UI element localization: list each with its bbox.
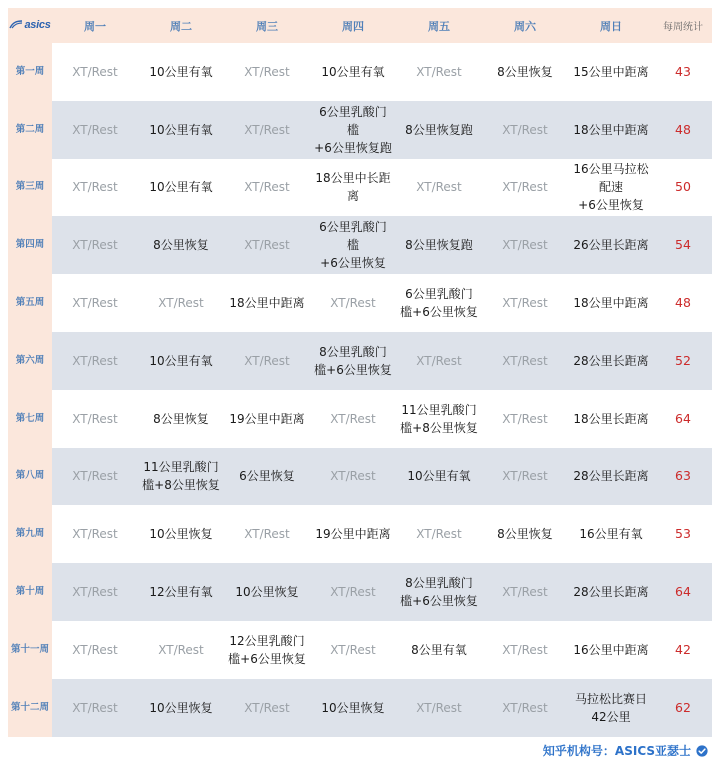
workout-cell: 18公里中距离 [568,274,654,332]
weekly-total: 50 [654,159,712,217]
asics-stripe-icon [9,20,23,29]
workout-cell: XT/Rest [310,621,396,679]
workout-cell: XT/Rest [224,159,310,217]
day-header-fri: 周五 [396,8,482,43]
workout-cell: 8公里乳酸门 槛+6公里恢复 [396,563,482,621]
weekly-total: 63 [654,448,712,506]
workout-cell: XT/Rest [138,621,224,679]
week-row [8,274,712,332]
workout-cell: XT/Rest [396,159,482,217]
week-row [8,679,712,737]
workout-cell: 26公里长距离 [568,216,654,274]
workout-cell: 10公里有氧 [396,448,482,506]
weekly-total: 53 [654,505,712,563]
workout-cell: 马拉松比赛日 42公里 [568,679,654,737]
workout-cell: XT/Rest [396,679,482,737]
week-label: 第十周 [8,563,52,621]
workout-cell: XT/Rest [482,390,568,448]
workout-cell: XT/Rest [52,390,138,448]
training-plan-table [8,8,712,737]
workout-cell: 28公里长距离 [568,332,654,390]
workout-cell: 18公里中距离 [568,101,654,159]
workout-cell: 10公里有氧 [310,43,396,101]
workout-cell: XT/Rest [52,679,138,737]
workout-cell: 8公里恢复跑 [396,216,482,274]
week-rows [8,43,712,737]
week-label: 第五周 [8,274,52,332]
workout-cell: 16公里有氧 [568,505,654,563]
workout-cell: 8公里有氧 [396,621,482,679]
workout-cell: XT/Rest [52,43,138,101]
workout-cell: XT/Rest [482,621,568,679]
week-label: 第三周 [8,159,52,217]
week-row [8,448,712,506]
workout-cell: XT/Rest [224,332,310,390]
workout-cell: XT/Rest [396,505,482,563]
workout-cell: XT/Rest [224,679,310,737]
workout-cell: 10公里有氧 [138,332,224,390]
workout-cell: 8公里恢复 [138,390,224,448]
workout-cell: 10公里恢复 [224,563,310,621]
workout-cell: 6公里乳酸门 槛 +6公里恢复跑 [310,101,396,159]
weekly-total: 43 [654,43,712,101]
workout-cell: 6公里乳酸门 槛 +6公里恢复 [310,216,396,274]
workout-cell: 12公里有氧 [138,563,224,621]
workout-cell: XT/Rest [224,505,310,563]
workout-cell: XT/Rest [482,159,568,217]
week-row [8,621,712,679]
day-header-tue: 周二 [138,8,224,43]
week-row [8,101,712,159]
workout-cell: XT/Rest [52,621,138,679]
week-row [8,332,712,390]
workout-cell: XT/Rest [482,563,568,621]
workout-cell: XT/Rest [224,216,310,274]
workout-cell: XT/Rest [310,390,396,448]
week-row [8,390,712,448]
weekly-total: 64 [654,390,712,448]
workout-cell: XT/Rest [224,43,310,101]
weekly-total: 62 [654,679,712,737]
workout-cell: XT/Rest [52,216,138,274]
workout-cell: 18公里长距离 [568,390,654,448]
brand-cell [8,8,52,43]
workout-cell: XT/Rest [52,101,138,159]
logo-text: asics [24,18,51,31]
workout-cell: 10公里有氧 [138,101,224,159]
workout-cell: 8公里乳酸门 槛+6公里恢复 [310,332,396,390]
day-header-mon: 周一 [52,8,138,43]
workout-cell: 6公里恢复 [224,448,310,506]
workout-cell: XT/Rest [482,332,568,390]
workout-cell: XT/Rest [396,43,482,101]
workout-cell: XT/Rest [396,332,482,390]
workout-cell: 11公里乳酸门 槛+8公里恢复 [138,448,224,506]
workout-cell: 12公里乳酸门 槛+6公里恢复 [224,621,310,679]
day-header-sat: 周六 [482,8,568,43]
workout-cell: 19公里中距离 [224,390,310,448]
workout-cell: 8公里恢复 [138,216,224,274]
workout-cell: XT/Rest [310,448,396,506]
workout-cell: 15公里中距离 [568,43,654,101]
week-label: 第八周 [8,448,52,506]
asics-logo [9,19,50,31]
footer-text: 知乎机构号：ASICS亚瑟士 [542,744,691,758]
workout-cell: 10公里恢复 [310,679,396,737]
workout-cell: XT/Rest [52,448,138,506]
weekly-total: 64 [654,563,712,621]
week-label: 第一周 [8,43,52,101]
week-label: 第七周 [8,390,52,448]
workout-cell: XT/Rest [52,332,138,390]
workout-cell: 10公里恢复 [138,505,224,563]
weekly-total-header: 每周统计 [654,8,712,43]
footer-attribution [543,742,708,759]
verified-check-icon [696,745,708,757]
workout-cell: 28公里长距离 [568,563,654,621]
header-row [8,8,712,43]
day-header-sun: 周日 [568,8,654,43]
workout-cell: XT/Rest [52,159,138,217]
workout-cell: 10公里恢复 [138,679,224,737]
workout-cell: 10公里有氧 [138,159,224,217]
workout-cell: XT/Rest [482,101,568,159]
week-row [8,216,712,274]
week-row [8,563,712,621]
week-label: 第六周 [8,332,52,390]
weekly-total: 52 [654,332,712,390]
week-row [8,159,712,217]
workout-cell: 28公里长距离 [568,448,654,506]
weekly-total: 54 [654,216,712,274]
workout-cell: XT/Rest [52,563,138,621]
workout-cell: 8公里恢复跑 [396,101,482,159]
workout-cell: XT/Rest [52,505,138,563]
workout-cell: XT/Rest [482,679,568,737]
workout-cell: 8公里恢复 [482,43,568,101]
workout-cell: XT/Rest [482,448,568,506]
week-label: 第十一周 [8,621,52,679]
workout-cell: 8公里恢复 [482,505,568,563]
weekly-total: 42 [654,621,712,679]
week-row [8,505,712,563]
workout-cell: 11公里乳酸门 槛+8公里恢复 [396,390,482,448]
day-header-thu: 周四 [310,8,396,43]
training-plan-sheet [8,8,712,737]
workout-cell: XT/Rest [482,274,568,332]
workout-cell: XT/Rest [224,101,310,159]
week-label: 第九周 [8,505,52,563]
workout-cell: 16公里中距离 [568,621,654,679]
workout-cell: 16公里马拉松 配速 +6公里恢复 [568,159,654,217]
workout-cell: XT/Rest [482,216,568,274]
workout-cell: 10公里有氧 [138,43,224,101]
week-label: 第十二周 [8,679,52,737]
weekly-total: 48 [654,101,712,159]
week-row [8,43,712,101]
workout-cell: 19公里中距离 [310,505,396,563]
weekly-total: 48 [654,274,712,332]
workout-cell: XT/Rest [52,274,138,332]
workout-cell: 18公里中长距 离 [310,159,396,217]
workout-cell: 18公里中距离 [224,274,310,332]
day-header-wed: 周三 [224,8,310,43]
week-label: 第四周 [8,216,52,274]
workout-cell: XT/Rest [310,274,396,332]
workout-cell: 6公里乳酸门 槛+6公里恢复 [396,274,482,332]
week-label: 第二周 [8,101,52,159]
workout-cell: XT/Rest [310,563,396,621]
workout-cell: XT/Rest [138,274,224,332]
